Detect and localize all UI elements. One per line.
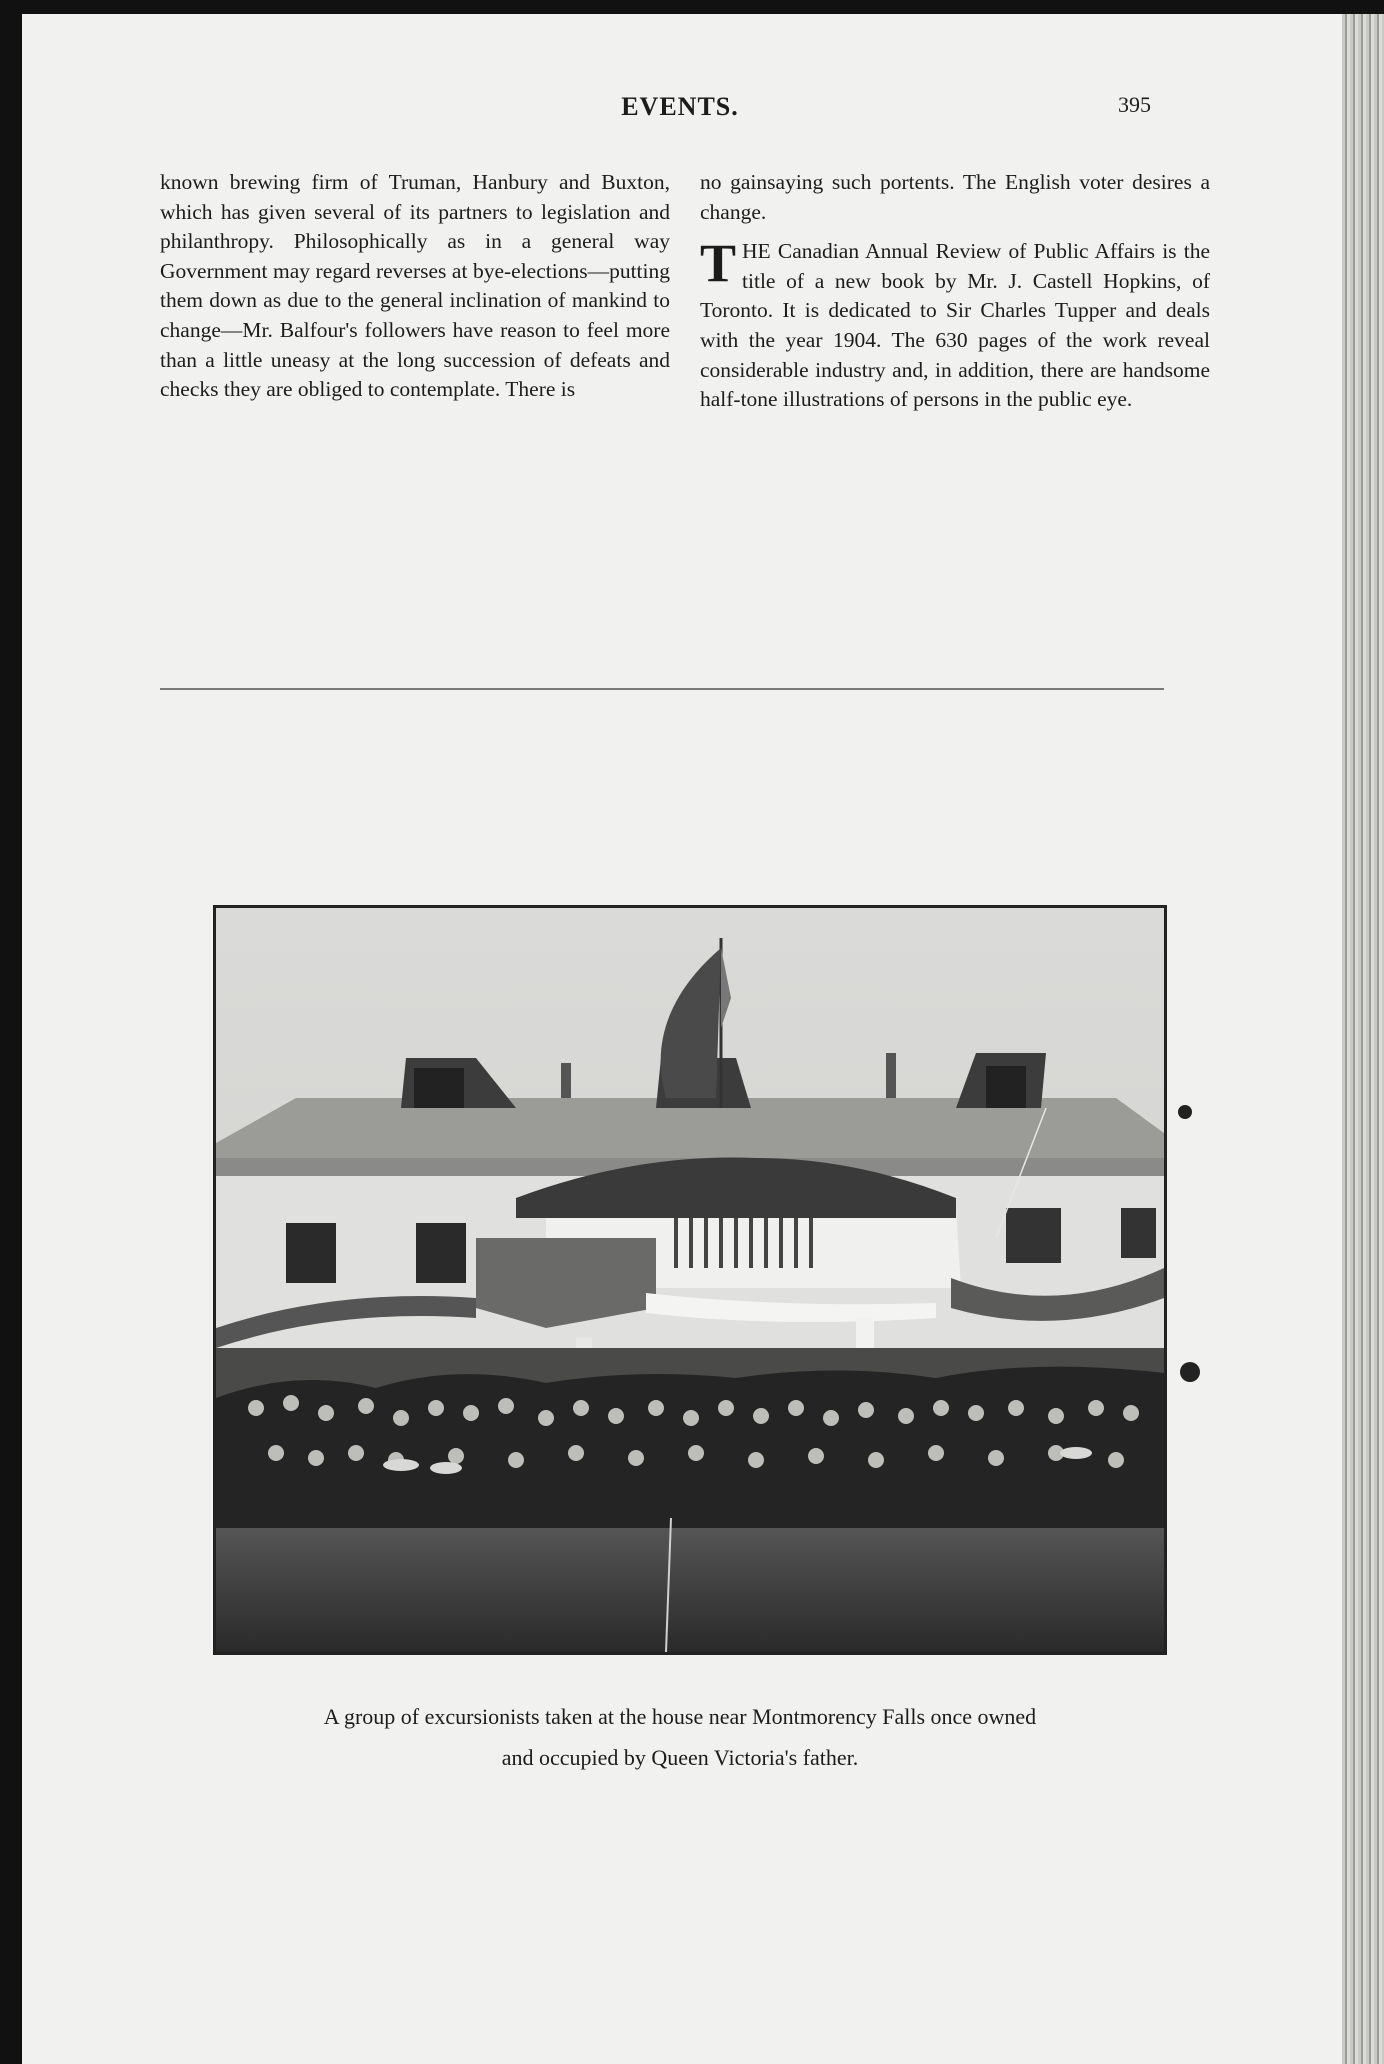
page-edge-stack: [1342, 14, 1384, 2064]
review-paragraph-text: HE Canadian Annual Review of Public Affairs is the title of a new book by Mr. J. Castell Hopkins, of Toronto. It is dedicated to Sir Charles Tupper and deals with the year 1904. The 630 pages of the work reveal considerable industry and, in addition, there are handsome half-tone illustrations of persons in the public eye.: [700, 239, 1210, 412]
left-column: [160, 168, 670, 405]
photo-illustration: [216, 908, 1164, 1652]
caption-line-2: and occupied by Queen Victoria's father.: [501, 1745, 859, 1770]
review-paragraph: [700, 233, 1210, 415]
running-head: EVENTS.: [621, 92, 739, 121]
right-column-continuation: no gainsaying such portents. The English voter desires a change.: [700, 170, 1210, 224]
page-number: 395: [1118, 92, 1151, 117]
caption-line-1: A group of excursionists taken at the house near Montmorency Falls once owned: [323, 1704, 1037, 1729]
right-column: [700, 168, 1210, 415]
excursionists-photograph: [213, 905, 1167, 1655]
scan-speck: [1180, 1362, 1200, 1382]
drop-cap: T: [700, 233, 737, 294]
section-divider: [160, 688, 1164, 690]
left-column-text: known brewing firm of Truman, Hanbury and Buxton, which has given several of its partners to legislation and philanthropy. Philosophically as in a general way Government may regard reverses at bye-elections—putting them down as due to the general inclination of mankind to change—Mr. Balfour's followers have reason to feel more than a little uneasy at the long succession of defeats and checks they are obliged to contemplate. There is: [160, 170, 670, 402]
photo-caption: [180, 1696, 1180, 1778]
scan-speck: [1178, 1105, 1192, 1119]
